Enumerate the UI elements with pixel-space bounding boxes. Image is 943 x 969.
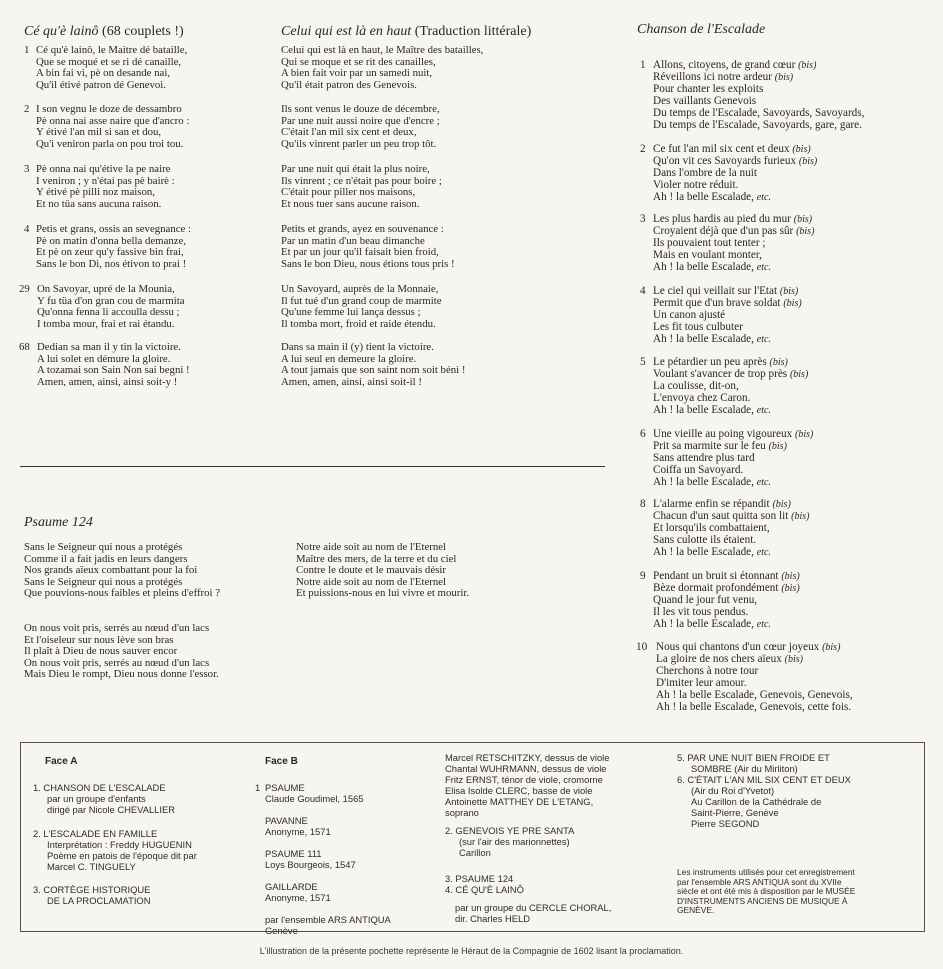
verse-lines — [653, 214, 814, 274]
verse-lines — [653, 357, 808, 417]
verse-annotation: etc. — [756, 333, 771, 345]
haut-verse — [281, 104, 440, 150]
credit-line: DE LA PROCLAMATION — [47, 895, 151, 906]
verse-line: Petits et grands, ayez en souvenance : — [281, 223, 444, 235]
verse-line: Ah ! la belle Escalade, etc. — [653, 545, 771, 558]
credit-line: par un groupe d'enfants — [47, 793, 146, 804]
psaume-line: Maître des mers, de la terre et du ciel — [296, 552, 457, 565]
psaume-left-stanza-2 — [24, 623, 219, 681]
verse-annotation: (bis) — [774, 71, 794, 83]
psaume-line: Contre le doute et le mauvais désir — [296, 564, 446, 577]
credit-line — [265, 903, 391, 914]
verse-annotation: (bis) — [793, 214, 813, 225]
verse-annotation: (bis) — [772, 499, 791, 510]
verse-line: Par un matin d'un beau dimanche — [281, 234, 425, 247]
verse-line: Ah ! la belle Escalade, etc. — [653, 332, 771, 345]
verse-annotation: (bis) — [822, 642, 841, 653]
haut-verse — [281, 45, 483, 91]
verse-line: Pè onna nai qu'étive la pe naire — [36, 163, 171, 175]
credit-line: dirigé par Nicole CHEVALLIER — [47, 804, 176, 815]
verse-line: L'envoya chez Caron. — [653, 391, 751, 404]
verse-lines — [37, 342, 190, 388]
psaume-line: Comme il a fait jadis en leurs dangers — [24, 552, 188, 565]
verse-line: Par une nuit qui était la plus noire, — [281, 163, 430, 175]
verse-line: Qu'ils vinrent parler un peu trop tôt. — [281, 137, 437, 150]
face-b-tracks-5-6 — [677, 752, 851, 829]
credit-line: (Air du Roi d'Yvetot) — [691, 785, 775, 796]
verse-lines — [653, 499, 809, 559]
verse-annotation: (bis) — [783, 297, 802, 309]
verse-line: Petis et grans, ossis an sevegnance : — [36, 223, 192, 235]
credit-line: siècle et ont été mis à disposition par le MUSÉE — [677, 886, 856, 896]
verse-line: Ah ! la belle Escalade, etc. — [653, 475, 771, 488]
verse-line: A bien fait voir par un samedi nuit, — [281, 67, 433, 80]
verse-number: 4 — [640, 285, 646, 297]
verse-line: Y fu tüa d'on gran cou de marmita — [37, 294, 185, 307]
verse-line: Bèze dormait profondément (bis) — [653, 581, 800, 594]
credit-line: GAILLARDE — [265, 881, 318, 892]
credit-line: Genève — [265, 925, 298, 936]
verse-line: Allons, citoyens, de grand cœur (bis) — [653, 59, 817, 71]
credit-line: par un groupe du CERCLE CHORAL, — [455, 902, 612, 913]
verse-line: Permit que d'un brave soldat (bis) — [653, 296, 802, 309]
verse-number: 1 — [640, 59, 646, 71]
ensemble-members — [445, 752, 609, 818]
instruments-note — [677, 868, 855, 916]
face-a-track-3 — [33, 884, 151, 906]
haut-verse — [281, 284, 442, 330]
credit-line: PSAUME 111 — [265, 848, 322, 859]
credit-line: Chantal WUHRMANN, dessus de viole — [445, 763, 607, 774]
verse-line: D'imiter leur amour. — [656, 676, 747, 689]
credit-line: PAVANNE — [265, 815, 308, 826]
verse-annotation: (bis) — [769, 357, 788, 368]
credit-line: GENÈVE. — [677, 905, 715, 915]
verse-number: 9 — [640, 570, 646, 582]
psaume-line: Mais Dieu le rompt, Dieu nous donne l'essor. — [24, 668, 219, 681]
credit-line: 5. PAR UNE NUIT BIEN FROIDE ET — [677, 752, 830, 763]
credit-line: Les instruments utilisés pour cet enregistrement — [677, 867, 855, 877]
verse-line: I son vegnu le doze de dessambro — [36, 103, 182, 115]
credit-line: Poème en patois de l'époque dit par — [47, 850, 197, 861]
verse-line: Pè on matin d'onna bella demanze, — [36, 234, 187, 247]
psaume-line: Notre aide soit au nom de l'Eternel — [296, 575, 447, 588]
verse-lines — [653, 60, 864, 131]
verse-line: Et no tüa sans aucuna raison. — [36, 197, 162, 210]
verse-lines — [37, 284, 185, 330]
credit-line: Loys Bourgeois, 1547 — [265, 859, 356, 870]
verse-line: I veniron ; y n'étai pas pè bairè : — [36, 174, 175, 187]
face-b-heading: Face B — [265, 756, 298, 767]
verse-line: Ah ! la belle Escalade, etc. — [653, 617, 771, 630]
face-a-heading: Face A — [45, 756, 78, 767]
verse-line: Et lorsqu'ils combattaient, — [653, 521, 770, 534]
verse-line: A tout jamais que son saint nom soit béni ! — [281, 364, 466, 377]
verse-line: Croyaient déjà que d'un pas sûr (bis) — [653, 224, 815, 237]
psaume-line: On nous voit pris, serrés au nœud d'un lacs — [24, 622, 210, 634]
credit-line: Interprétation : Freddy HUGUENIN — [47, 839, 192, 850]
credit-line: (sur l'air des marionnettes) — [459, 836, 570, 847]
verse-line: Voulant s'avancer de trop près (bis) — [653, 367, 809, 380]
psaume-right-stanza — [296, 542, 469, 600]
verse-annotation: etc. — [756, 261, 771, 273]
verse-line: Qu'une femme lui lança dessus ; — [281, 306, 421, 319]
credit-line: Elisa Isolde CLERC, basse de viole — [445, 785, 593, 796]
verse-lines — [653, 144, 817, 204]
verse-line: Sans le bon Di, nos étivon to prai ! — [36, 257, 187, 270]
credit-line: dir. Charles HELD — [455, 913, 531, 924]
verse-line: Quand le jour fut venu, — [653, 593, 758, 606]
verse-line: Qu'il était patron des Genevois. — [281, 78, 417, 91]
verse-line: A lui solet en démure la gloire. — [37, 352, 171, 365]
verse-annotation: (bis) — [798, 60, 817, 71]
credit-line: Pierre SEGOND — [691, 818, 760, 829]
verse-line: A lui seul en demeure la gloire. — [281, 352, 417, 365]
verse-lines — [36, 164, 175, 210]
face-b-tracks-3-4 — [445, 873, 524, 895]
verse-line: Il tomba mort, froid et raide étendu. — [281, 317, 436, 330]
verse-line: Du temps de l'Escalade, Savoyards, Savoyards, — [653, 106, 865, 119]
verse-line: Nous qui chantons d'un cœur joyeux (bis) — [656, 641, 841, 653]
verse-line: L'alarme enfin se répandit (bis) — [653, 498, 791, 510]
verse-number: 29 — [19, 283, 30, 295]
credit-line: Carillon — [459, 847, 491, 858]
verse-line: Ah ! la belle Escalade, Genevois, Genevois, — [656, 688, 853, 701]
psaume-left-stanza-1 — [24, 542, 220, 600]
face-b-track-1 — [265, 782, 391, 936]
verse-line: Les plus hardis au pied du mur (bis) — [653, 213, 813, 225]
verse-line: Sans attendre plus tard — [653, 451, 755, 464]
verse-lines — [653, 571, 800, 631]
credit-line: PSAUME — [265, 782, 305, 793]
verse-lines — [656, 642, 853, 713]
verse-line: Dans l'ombre de la nuit — [653, 166, 757, 179]
psaume-line: Que pouvions-nous faibles et pleins d'effroi ? — [24, 587, 221, 600]
verse-annotation: etc. — [756, 476, 771, 488]
verse-line: Un Savoyard, auprès de la Monnaie, — [281, 283, 439, 295]
verse-line: Ils pouvaient tout tenter ; — [653, 236, 766, 249]
psaume-line: Et puissions-nous en lui vivre et mourir. — [296, 587, 470, 600]
verse-line: Des vaillants Genevois — [653, 94, 757, 107]
verse-line: C'était l'an mil six cent et deux, — [281, 126, 417, 139]
verse-line: Violer notre réduit. — [653, 178, 739, 191]
credit-line: Au Carillon de la Cathédrale de — [691, 796, 822, 807]
psaume-line: Nos grands aïeux combattant pour la foi — [24, 564, 198, 577]
verse-annotation: (bis) — [798, 155, 818, 167]
verse-line: Pendant un bruit si étonnant (bis) — [653, 570, 800, 582]
verse-number: 3 — [24, 163, 30, 175]
face-b-track-1-number: 1 — [255, 782, 261, 793]
psaume-line: Sans le Seigneur qui nous a protégés — [24, 541, 183, 553]
laino-title: Cé qu'è lainô (68 couplets !) — [24, 24, 184, 39]
credit-line: SOMBRE (Air du Mirliton) — [691, 763, 798, 774]
verse-line: Ils vinrent ; ce n'était pas pour boire ; — [281, 174, 442, 187]
verse-line: Et pè on zeur qu'y fassive bin frai, — [36, 246, 184, 259]
verse-line: Qui se moque et se rit des canailles, — [281, 55, 436, 68]
psaume-line: Il plaît à Dieu de nous sauver encor — [24, 645, 178, 658]
psaume-line: Notre aide soit au nom de l'Eternel — [296, 541, 447, 553]
verse-annotation: etc. — [756, 546, 771, 558]
verse-line: A tozamai son Sain Non sai begni ! — [37, 364, 190, 377]
credits-box — [20, 742, 925, 936]
psaume-line: Et l'oiseleur sur nous lève son bras — [24, 633, 174, 646]
verse-line: Ce fut l'an mil six cent et deux (bis) — [653, 143, 811, 155]
haut-verse — [281, 342, 465, 388]
verse-line: Ah ! la belle Escalade, etc. — [653, 403, 771, 416]
verse-line: Qu'on vit ces Savoyards furieux (bis) — [653, 154, 818, 167]
verse-line: Le pétardier un peu après (bis) — [653, 356, 788, 368]
verse-annotation: (bis) — [796, 225, 815, 237]
verse-line: Réveillons ici notre ardeur (bis) — [653, 70, 794, 83]
verse-annotation: (bis) — [779, 286, 799, 297]
verse-line: Les fit tous culbuter — [653, 320, 743, 333]
credit-line: Anonyme, 1571 — [265, 892, 331, 903]
credit-line: 3. PSAUME 124 — [445, 873, 514, 884]
verse-line: Pè onna nai asse naire que d'ancro : — [36, 114, 190, 127]
verse-line: Par une nuit aussi noire que d'encre ; — [281, 114, 440, 127]
verse-line: Coiffa un Savoyard. — [653, 463, 744, 476]
verse-line: Y étivé l'an mil si san et dou, — [36, 126, 162, 139]
verse-line: Ah ! la belle Escalade, etc. — [653, 190, 771, 203]
face-b-choir-credit — [455, 902, 611, 924]
verse-line: Amen, amen, ainsi, ainsi soit-y ! — [37, 375, 178, 388]
credit-line: Anonyme, 1571 — [265, 826, 331, 837]
verse-number: 2 — [640, 143, 646, 155]
credit-line: 4. CÉ QU'È LAINÔ — [445, 884, 524, 895]
credit-line: D'INSTRUMENTS ANCIENS DE MUSIQUE À — [677, 895, 848, 906]
verse-line: Prit sa marmite sur le feu (bis) — [653, 439, 787, 452]
credit-line: par l'ensemble ARS ANTIQUA — [265, 914, 391, 925]
verse-line: La coulisse, dit-on, — [653, 379, 739, 392]
verse-annotation: (bis) — [768, 440, 787, 452]
escalade-title: Chanson de l'Escalade — [637, 22, 766, 37]
credit-line: 2. L'ESCALADE EN FAMILLE — [33, 828, 158, 839]
verse-lines — [36, 45, 187, 91]
verse-line: Un canon ajusté — [653, 308, 726, 321]
verse-line: Qu'i veniron parla on pou troi tou. — [36, 137, 184, 150]
face-b-track-2 — [445, 825, 574, 858]
psaume-line: Sans le Seigneur qui nous a protégés — [24, 575, 183, 588]
haut-verse — [281, 224, 455, 270]
verse-line: Le ciel qui veillait sur l'Etat (bis) — [653, 285, 799, 297]
credit-line: 2. GENEVOIS YE PRE SANTA — [445, 825, 575, 836]
verse-line: Ah ! la belle Escalade, etc. — [653, 260, 771, 273]
verse-number: 5 — [640, 356, 646, 368]
verse-line: Il fut tué d'un grand coup de marmite — [281, 294, 442, 307]
section-divider — [20, 466, 605, 467]
verse-annotation: (bis) — [791, 510, 810, 522]
verse-number: 2 — [24, 103, 30, 115]
credit-line: soprano — [445, 807, 479, 818]
verse-annotation: (bis) — [781, 582, 800, 594]
credit-line — [265, 837, 391, 848]
verse-line: Dans sa main il (y) tient la victoire. — [281, 341, 434, 353]
verse-number: 1 — [24, 44, 30, 56]
verse-number: 3 — [640, 213, 646, 225]
verse-line: I tomba mour, frai et rai étandu. — [37, 317, 175, 330]
verse-line: Mais en voulant monter, — [653, 248, 762, 261]
verse-line: Cé qu'è lainô, le Maitre dé bataille, — [36, 44, 188, 56]
verse-line: Et par un jour qu'il faisait bien froid, — [281, 246, 439, 259]
verse-line: On Savoyar, upré de la Mounia, — [37, 283, 175, 295]
verse-number: 4 — [24, 223, 30, 235]
verse-line: Une vieille au poing vigoureux (bis) — [653, 428, 814, 440]
credit-line: Antoinette MATTHEY DE L'ETANG, — [445, 796, 594, 807]
verse-annotation: (bis) — [792, 144, 811, 155]
verse-line: Cherchons à notre tour — [656, 664, 759, 677]
verse-lines — [653, 286, 802, 346]
verse-lines — [36, 104, 189, 150]
verse-line: Et nous tuer sans aucune raison. — [281, 197, 420, 210]
credit-line: Marcel RETSCHITZKY, dessus de viole — [445, 752, 610, 763]
credit-line: Saint-Pierre, Genève — [691, 807, 779, 818]
verse-line: Il les vit tous pendus. — [653, 605, 749, 618]
credit-line: Fritz ERNST, ténor de viole, cromorne — [445, 774, 603, 785]
verse-line: Sans le bon Dieu, nous étions tous pris ! — [281, 257, 455, 270]
verse-line: Qu'onna fenna li accoulla dessu ; — [37, 306, 180, 319]
verse-annotation: etc. — [756, 404, 771, 416]
haut-title: Celui qui est là en haut (Traduction littérale) — [281, 24, 532, 39]
verse-line: Qu'il étivé patron dé Genevoi. — [36, 78, 166, 91]
face-a-track-1 — [33, 782, 175, 815]
verse-number: 8 — [640, 498, 646, 510]
verse-number: 10 — [636, 641, 648, 653]
verse-line: Sans culotte ils étaient. — [653, 533, 757, 546]
credit-line — [265, 804, 391, 815]
cover-caption: L'illustration de la présente pochette représente le Héraut de la Compagnie de 1602 lisant la proclamation. — [259, 946, 684, 956]
credit-line: 6. C'ÉTAIT L'AN MIL SIX CENT ET DEUX — [677, 774, 851, 785]
verse-line: Chacun d'un saut quitta son lit (bis) — [653, 509, 810, 522]
verse-line: Ils sont venus le douze de décembre, — [281, 103, 440, 115]
haut-verse — [281, 164, 442, 210]
verse-line: A bin fai vi, pè on desande nai, — [36, 67, 171, 80]
verse-line: Y étivé pè pilli noz maison, — [36, 186, 155, 199]
credit-line: par l'ensemble ARS ANTIQUA sont du XVIIe — [677, 876, 842, 887]
verse-annotation: (bis) — [784, 653, 803, 665]
verse-line: Celui qui est là en haut, le Maître des batailles, — [281, 44, 484, 56]
verse-number: 68 — [19, 341, 30, 353]
psaume-title: Psaume 124 — [24, 515, 93, 530]
face-a-track-2 — [33, 828, 197, 872]
verse-annotation: (bis) — [789, 368, 809, 380]
verse-line: Amen, amen, ainsi, ainsi soit-il ! — [281, 375, 422, 388]
verse-lines — [36, 224, 191, 270]
credit-line: 3. CORTÈGE HISTORIQUE — [33, 884, 151, 895]
verse-line: La gloire de nos chers aïeux (bis) — [656, 652, 803, 665]
verse-line: Dedian sa man il y tin la victoire. — [37, 341, 181, 353]
credit-line: Claude Goudimel, 1565 — [265, 793, 364, 804]
verse-line: C'était pour piller nos maisons, — [281, 186, 416, 199]
credit-line: Marcel C. TINGUELY — [47, 861, 136, 872]
credit-line — [265, 870, 391, 881]
verse-annotation: (bis) — [781, 571, 800, 582]
verse-annotation: (bis) — [795, 429, 814, 440]
verse-number: 6 — [640, 428, 646, 440]
verse-annotation: etc. — [756, 191, 771, 203]
verse-line: Ah ! la belle Escalade, Genevois, cette fois. — [656, 700, 852, 713]
credit-line: 1. CHANSON DE L'ESCALADE — [33, 782, 166, 793]
verse-line: Pour chanter les exploits — [653, 82, 764, 95]
verse-annotation: etc. — [756, 618, 771, 630]
verse-line: Que se moqué et se ri dé canaille, — [36, 55, 182, 68]
psaume-line: On nous voit pris, serrés au nœud d'un lacs — [24, 656, 210, 669]
verse-line: Du temps de l'Escalade, Savoyards, gare, gare. — [653, 118, 862, 131]
verse-lines — [653, 429, 813, 489]
